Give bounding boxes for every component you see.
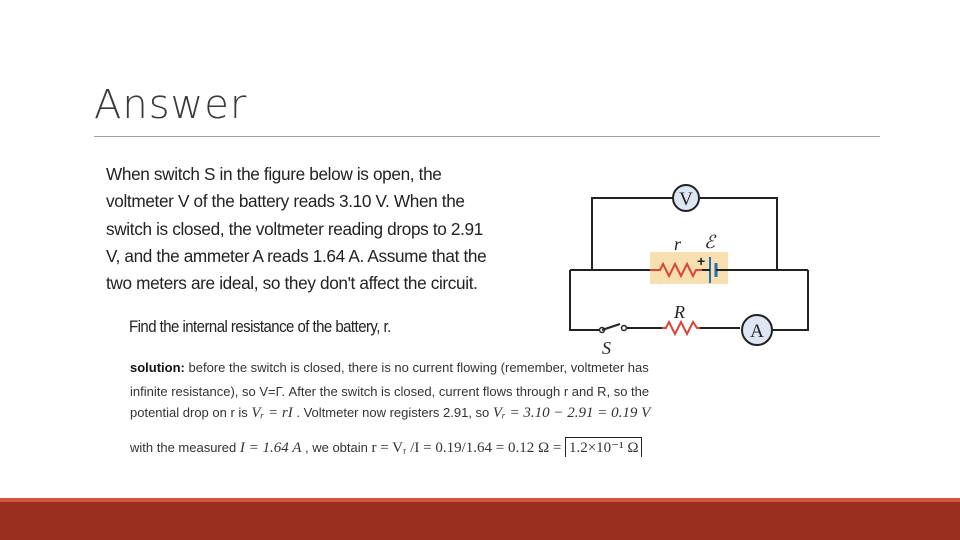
footer-accent <box>0 498 960 502</box>
label-r: r <box>674 234 682 254</box>
problem-statement <box>106 161 506 297</box>
plus-sign: + <box>697 253 706 269</box>
question-text: Find the internal resistance of the battery, r. <box>129 317 391 336</box>
voltmeter-label: V <box>679 189 693 210</box>
equation: Vᵣ = rI <box>251 405 293 421</box>
solution-text: , we obtain <box>305 440 368 455</box>
solution-text: . Voltmeter now registers 2.91, so <box>296 405 490 420</box>
switch-contact <box>622 326 627 331</box>
boxed-answer: 1.2×10⁻¹ Ω <box>565 437 643 457</box>
equation: r = Vᵣ /I = 0.19/1.64 = 0.12 Ω = <box>371 440 562 456</box>
equation: Vᵣ = 3.10 − 2.91 = 0.19 V <box>492 405 651 421</box>
solution-line-1 <box>130 360 649 375</box>
solution-text: potential drop on r is <box>130 405 248 420</box>
ammeter-label: A <box>750 321 764 342</box>
solution-line-2: infinite resistance), so V=Γ. After the switch is closed, current flows through r and R, so the <box>130 384 650 399</box>
switch-label: S <box>602 338 611 358</box>
resistor-label: R <box>674 302 685 322</box>
problem-line: V, and the ammeter A reads 1.64 A. Assume that the <box>106 245 487 266</box>
problem-line: switch is closed, the voltmeter reading drops to 2.91 <box>106 218 483 239</box>
circuit-diagram <box>560 178 822 360</box>
solution-line-4 <box>130 437 642 457</box>
label-emf: ℰ <box>704 232 715 252</box>
problem-line: When switch S in the figure below is open, the <box>106 164 442 184</box>
switch-lever <box>602 324 620 330</box>
solution-label: solution: <box>130 360 185 375</box>
solution-text: with the measured <box>130 440 237 455</box>
slide-title: Answer <box>94 82 248 128</box>
resistor-r <box>662 322 700 334</box>
footer-bar <box>0 498 960 540</box>
equation: I = 1.64 A <box>239 440 302 456</box>
solution-text: before the switch is closed, there is no current flowing (remember, voltmeter has <box>184 360 649 375</box>
problem-line: voltmeter V of the battery reads 3.10 V. When the <box>106 191 465 212</box>
solution-line-3 <box>130 405 650 422</box>
title-divider <box>94 136 880 137</box>
problem-line: two meters are ideal, so they don't affect the circuit. <box>106 273 478 294</box>
